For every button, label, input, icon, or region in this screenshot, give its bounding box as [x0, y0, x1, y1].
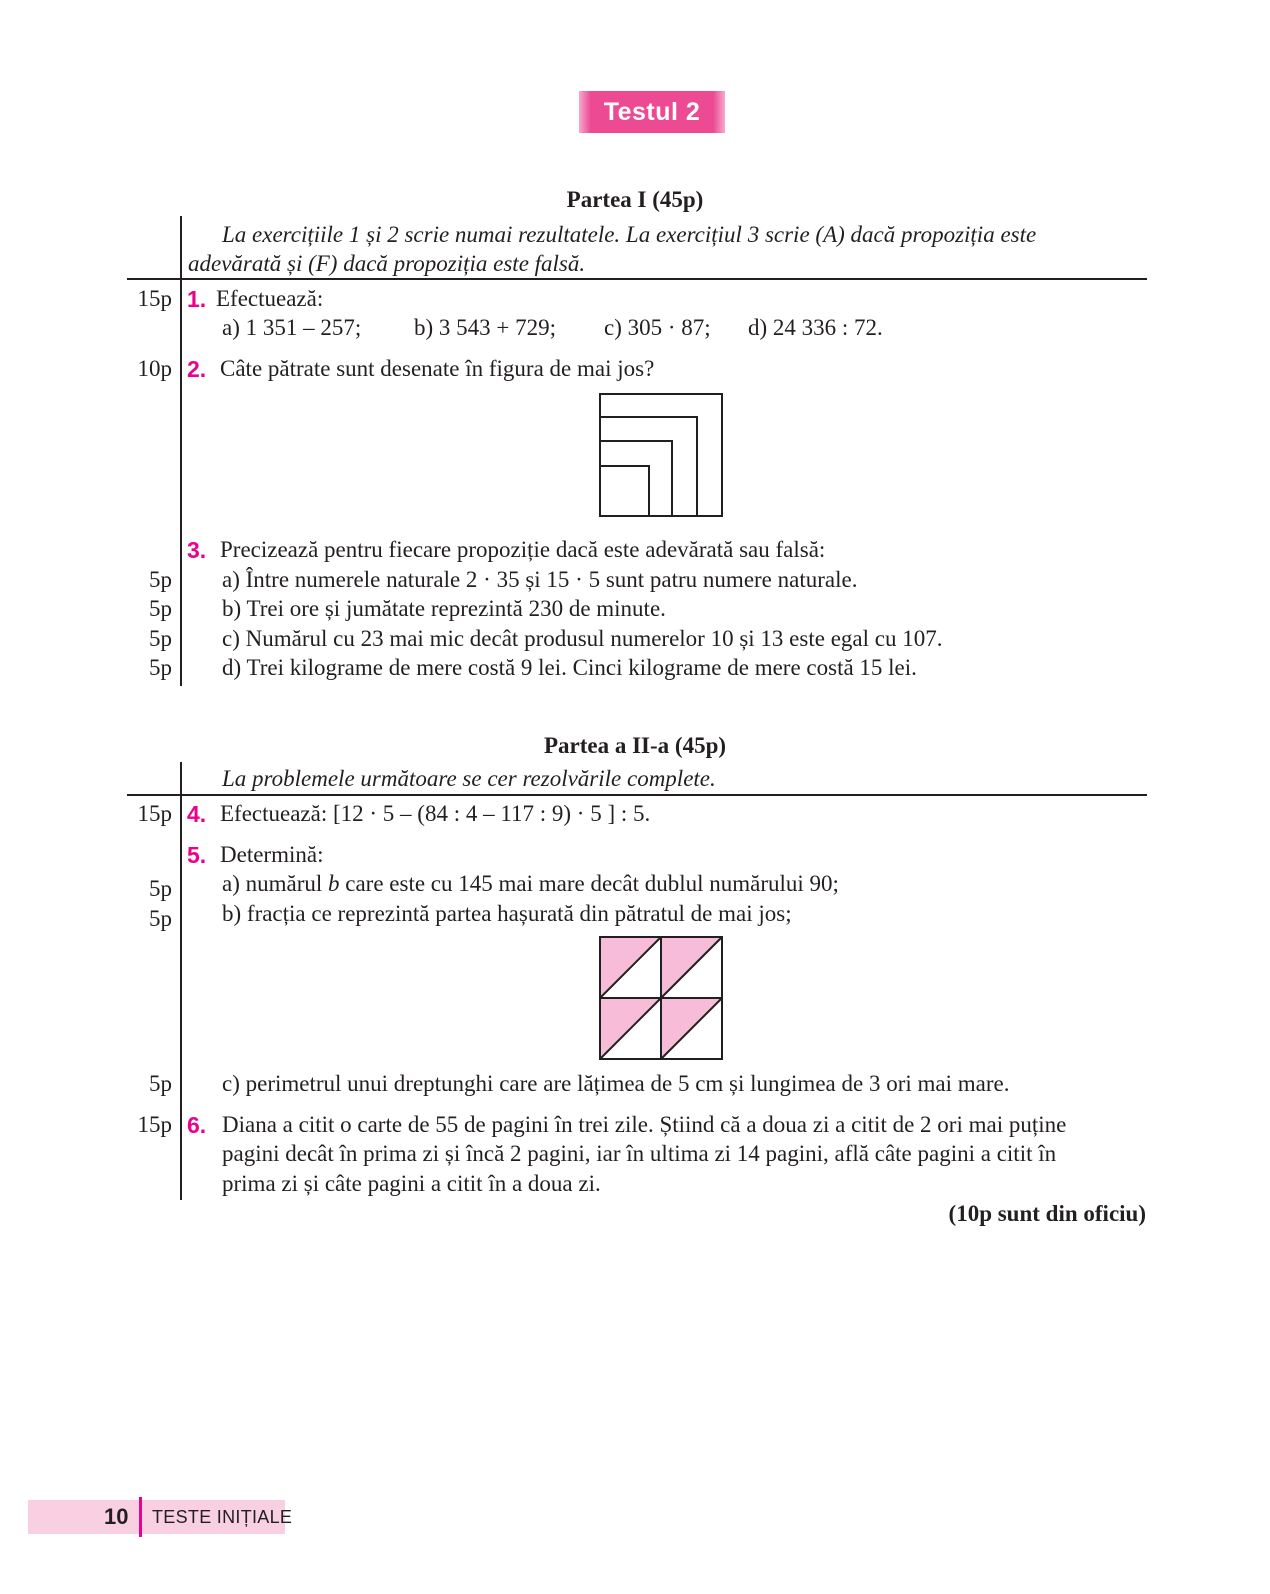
ex1-number: 1. [187, 286, 207, 312]
square-outer [600, 394, 722, 516]
ex6-number: 6. [187, 1112, 207, 1138]
ex4-text: Efectuează: [12 · 5 – (84 : 4 – 117 : 9) · 5 ] : 5. [220, 801, 651, 826]
ex4-points: 15p [137, 801, 172, 826]
ex1-item-c: c) 305 · 87; [604, 315, 711, 340]
part2-title: Partea a II-a (45p) [543, 733, 727, 758]
ex3c-points: 5p [149, 626, 172, 651]
square-small [600, 466, 649, 516]
shaded-square-figure [599, 936, 725, 1062]
ex5a-text-before: a) numărul [222, 871, 329, 896]
ex6-line2: pagini decât în prima zi și încă 2 pagini, iar în ultima zi 14 pagini, află câte pagini a citit în [222, 1141, 1057, 1166]
ex3b-text: b) Trei ore și jumătate reprezintă 230 de minute. [222, 596, 666, 621]
part2-instructions: La problemele următoare se cer rezolvările complete. [222, 766, 716, 791]
footer-separator [139, 1497, 142, 1537]
test-title-badge: Testul 2 [579, 91, 725, 133]
part1-instructions-line2: adevărată și (F) dacă propoziția este falsă. [188, 251, 586, 276]
square-medium [600, 441, 672, 516]
ex2-text: Câte pătrate sunt desenate în figura de mai jos? [220, 356, 655, 381]
ex2-number: 2. [187, 356, 207, 382]
ex5a-text-after: care este cu 145 mai mare decât dublul numărului 90; [339, 871, 839, 896]
ex1-points: 15p [137, 286, 172, 311]
ex5a-variable: b [328, 871, 340, 896]
ex3d-points: 5p [149, 655, 172, 680]
ex3c-text: c) Numărul cu 23 mai mic decât produsul numerelor 10 și 13 este egal cu 107. [222, 626, 943, 651]
ex1-item-b: b) 3 543 + 729; [414, 315, 557, 340]
ex3a-text: a) Între numerele naturale 2 · 35 și 15 · 5 sunt patru numere naturale. [222, 567, 858, 592]
ex5b-points: 5p [149, 906, 172, 931]
part2-divider [127, 794, 1147, 796]
ex3-text: Precizează pentru fiecare propoziție dacă este adevărată sau falsă: [220, 537, 826, 562]
ex6-line1: Diana a citit o carte de 55 de pagini în trei zile. Știind că a doua zi a citit de 2 ori mai puține [222, 1112, 1067, 1137]
ex5c-text: c) perimetrul unui dreptunghi care are lățimea de 5 cm și lungimea de 3 ori mai mare. [222, 1071, 1010, 1096]
ex3d-text: d) Trei kilograme de mere costă 9 lei. Cinci kilograme de mere costă 15 lei. [222, 655, 917, 680]
ex4-number: 4. [187, 801, 207, 827]
ex5a-points: 5p [149, 876, 172, 901]
office-points: (10p sunt din oficiu) [948, 1201, 1146, 1226]
ex5-number: 5. [187, 842, 207, 868]
part1-instructions-line1: La exercițiile 1 și 2 scrie numai rezultatele. La exercițiul 3 scrie (A) dacă propoziția este [222, 222, 1037, 247]
nested-squares-figure [599, 393, 725, 518]
ex5a-text [222, 871, 839, 897]
ex5c-points: 5p [149, 1071, 172, 1096]
part1-margin-line [180, 216, 182, 686]
ex3a-points: 5p [149, 567, 172, 592]
ex6-line3: prima zi și câte pagini a citit în a doua zi. [222, 1171, 601, 1196]
ex1-text: Efectuează: [216, 286, 324, 311]
part1-title: Partea I (45p) [566, 187, 704, 212]
ex1-item-d: d) 24 336 : 72. [748, 315, 883, 340]
ex3-number: 3. [187, 537, 207, 563]
ex6-points: 15p [137, 1112, 172, 1137]
part2-margin-line [180, 762, 182, 1200]
ex2-points: 10p [137, 356, 172, 381]
footer-label: TESTE INIȚIALE [152, 1507, 293, 1527]
ex1-item-a: a) 1 351 – 257; [222, 315, 362, 340]
ex3b-points: 5p [149, 596, 172, 621]
page-number: 10 [104, 1504, 129, 1529]
ex5b-text: b) fracția ce reprezintă partea hașurată din pătratul de mai jos; [222, 901, 792, 926]
ex5-text: Determină: [220, 842, 324, 867]
part1-divider [127, 278, 1147, 280]
